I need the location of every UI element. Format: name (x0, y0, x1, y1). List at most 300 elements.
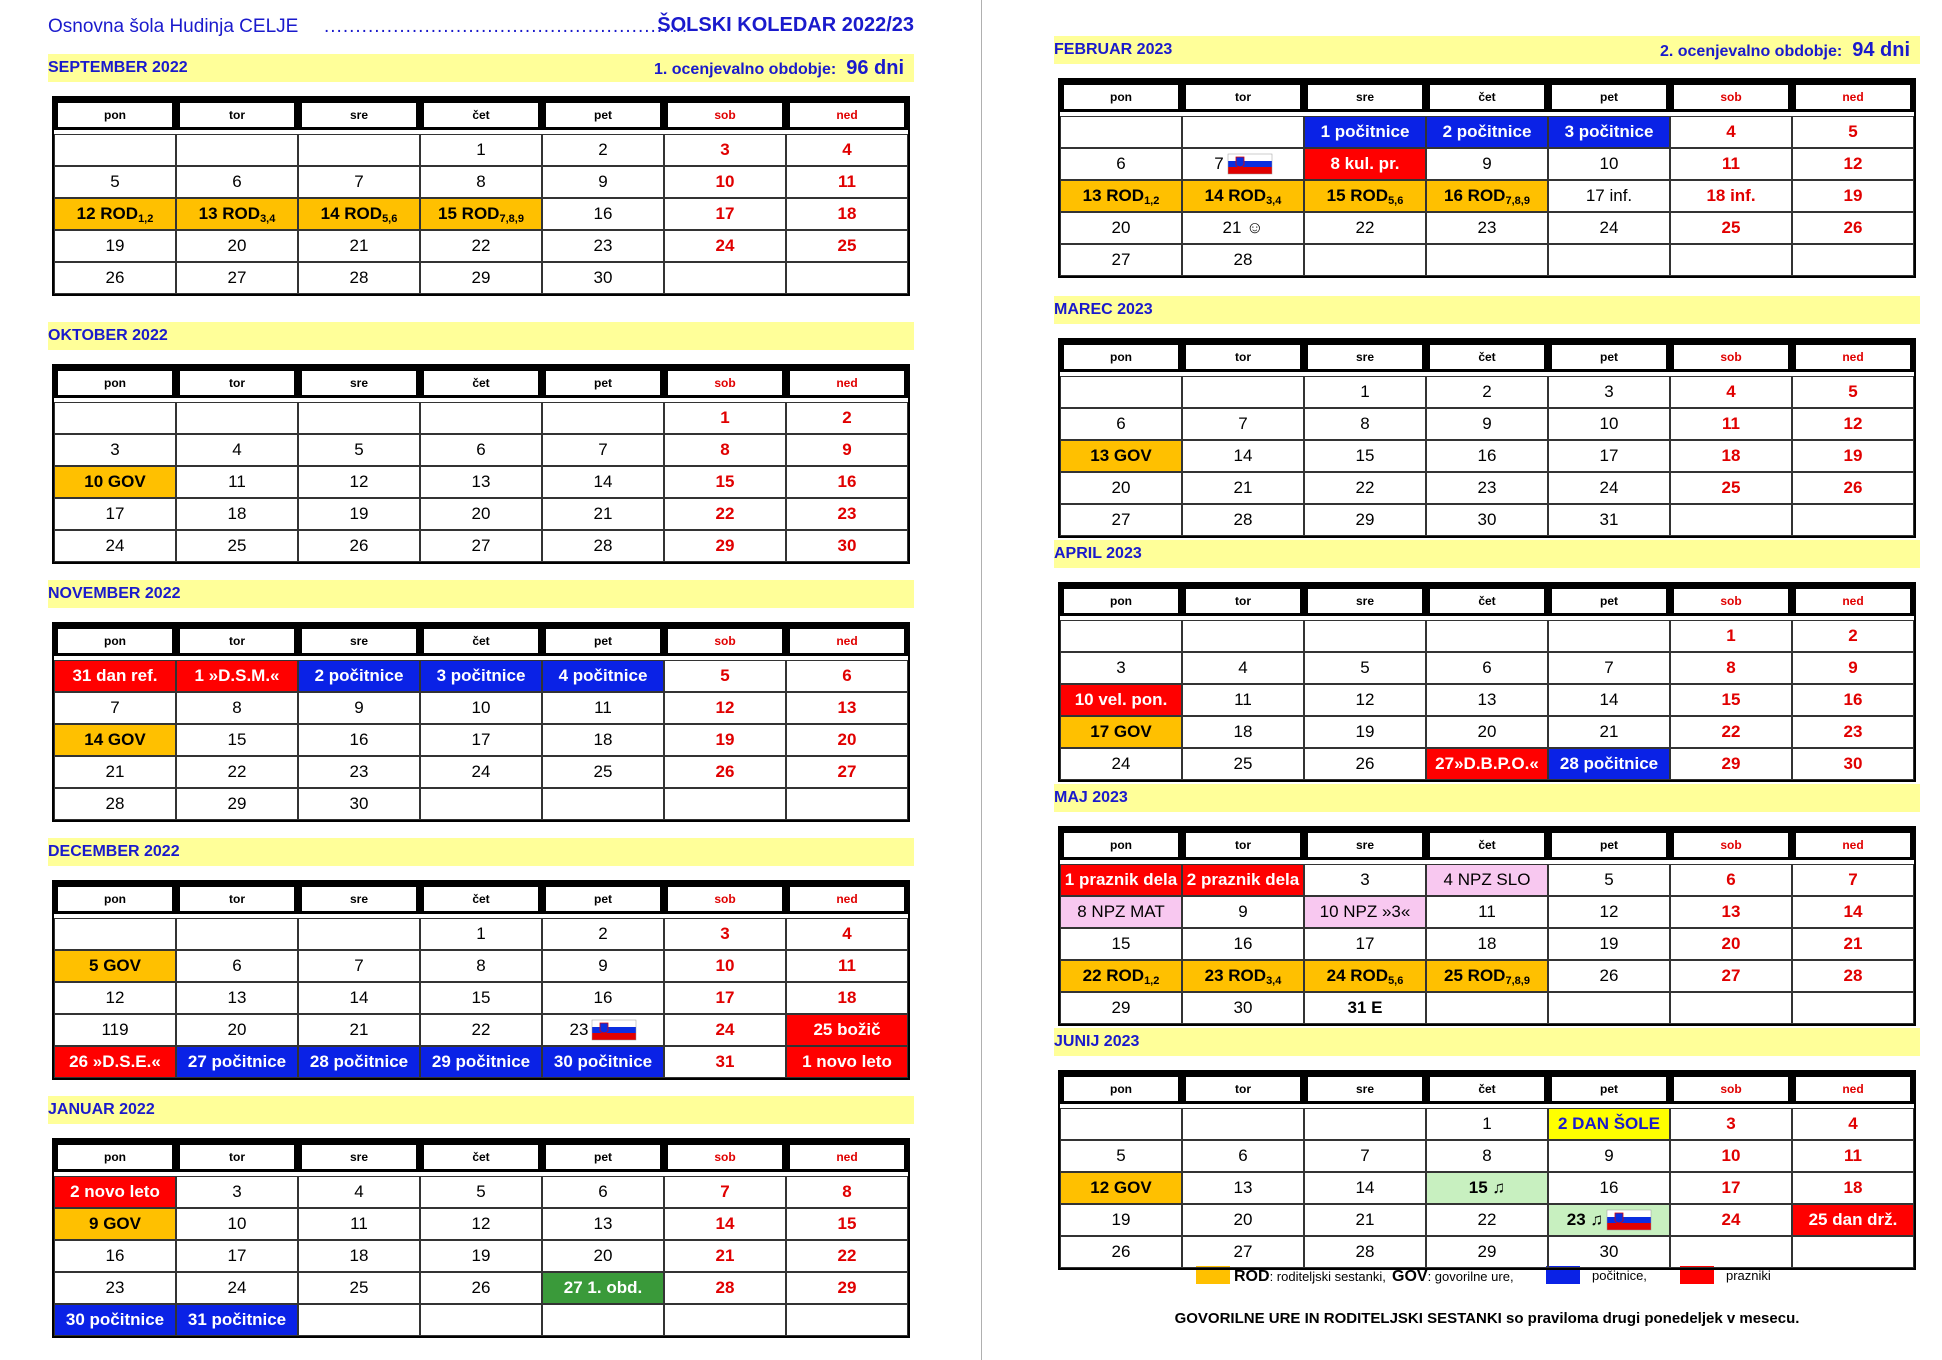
day-cell (1670, 408, 1792, 440)
day-label: 9 (1238, 902, 1248, 921)
day-cell (420, 724, 542, 756)
day-cell (176, 402, 298, 434)
day-label: 1 novo leto (802, 1052, 892, 1071)
day-cell (1304, 864, 1426, 896)
day-label: 11 (1844, 1146, 1862, 1165)
day-cell (420, 402, 542, 434)
day-label: 25 (349, 1278, 369, 1297)
day-cell (1304, 212, 1426, 244)
grade-subscript: 5,6 (382, 212, 398, 225)
day-cell (664, 756, 786, 788)
day-cell (1792, 1172, 1914, 1204)
day-cell (1792, 748, 1914, 780)
day-cell (664, 1304, 786, 1336)
weekday-header: čet (420, 98, 542, 130)
weekday-header: čet (1426, 828, 1548, 860)
day-label: 26 (471, 1278, 491, 1297)
day-cell (1426, 212, 1548, 244)
day-cell (176, 466, 298, 498)
day-cell (176, 166, 298, 198)
day-cell (176, 950, 298, 982)
day-label: 7 (354, 956, 364, 975)
day-cell (1670, 620, 1792, 652)
day-label: 28 počitnice (1559, 754, 1659, 773)
weekday-header: čet (1426, 1072, 1548, 1104)
day-label: 24 (1111, 754, 1131, 773)
day-cell (420, 1304, 542, 1336)
day-cell (542, 660, 664, 692)
day-label: 18 (1721, 446, 1741, 465)
weekday-header: sob (1670, 828, 1792, 860)
day-label: 18 (1477, 934, 1497, 953)
day-label: 25 ROD (1444, 965, 1506, 985)
day-label: 10 (227, 1214, 247, 1233)
day-cell (542, 724, 664, 756)
day-cell (1426, 1236, 1548, 1268)
day-label: 15 (1111, 934, 1131, 953)
day-cell (1548, 620, 1670, 652)
legend-pocitnice: počitnice, (1592, 1268, 1647, 1283)
day-label: 17 (715, 204, 735, 223)
day-cell (1060, 1108, 1182, 1140)
day-label: 2 (1482, 382, 1492, 401)
day-cell (420, 982, 542, 1014)
day-cell (298, 1046, 420, 1078)
day-cell (1426, 620, 1548, 652)
day-cell (1670, 244, 1792, 276)
day-cell (176, 756, 298, 788)
day-label: 5 (110, 172, 120, 191)
day-label: 19 (105, 236, 125, 255)
day-cell (1548, 716, 1670, 748)
day-label: 2 (598, 140, 608, 159)
day-cell (1060, 748, 1182, 780)
day-cell (1548, 1140, 1670, 1172)
day-label: 21 (1233, 478, 1253, 497)
weekday-header: sre (1304, 80, 1426, 112)
day-label: 23 (569, 1019, 589, 1039)
day-cell (1548, 472, 1670, 504)
day-cell (1060, 1172, 1182, 1204)
day-cell (1426, 1204, 1548, 1236)
month-september-2022 (48, 54, 914, 296)
week-row (1060, 472, 1914, 504)
week-row (54, 692, 908, 724)
day-label: 25 (837, 236, 857, 255)
week-row (54, 982, 908, 1014)
calendar-table (52, 622, 910, 822)
day-cell (1182, 992, 1304, 1024)
day-cell (298, 230, 420, 262)
weekday-header: pet (542, 1140, 664, 1172)
weekday-header: sob (664, 366, 786, 398)
weekday-header: pet (1548, 80, 1670, 112)
day-cell (786, 230, 908, 262)
day-label: 18 (227, 504, 247, 523)
calendar-table (1058, 826, 1916, 1026)
day-cell (1426, 244, 1548, 276)
day-label: 10 (471, 698, 491, 717)
day-cell (176, 788, 298, 820)
day-label: 26 (1355, 754, 1375, 773)
day-cell (786, 530, 908, 562)
weekday-header: sob (1670, 584, 1792, 616)
day-label: 11 (594, 698, 612, 717)
week-row (54, 1014, 908, 1046)
day-label: 12 (471, 1214, 491, 1233)
day-label: 8 (232, 698, 242, 717)
day-label: 17 (715, 988, 735, 1007)
day-cell (1304, 928, 1426, 960)
day-cell (1670, 376, 1792, 408)
day-cell (1792, 504, 1914, 536)
day-cell (786, 724, 908, 756)
day-cell (786, 1014, 908, 1046)
day-label: 5 (1116, 1146, 1126, 1165)
grade-subscript: 1,2 (138, 212, 154, 225)
weekday-header: pon (54, 1140, 176, 1172)
day-cell (664, 262, 786, 294)
day-cell (1548, 928, 1670, 960)
grade-subscript: 7,8,9 (499, 212, 524, 225)
day-cell (1060, 652, 1182, 684)
day-cell (54, 1272, 176, 1304)
weekday-header: ned (786, 624, 908, 656)
week-row (1060, 1236, 1914, 1268)
day-cell (1670, 864, 1792, 896)
day-label: 19 (1843, 446, 1863, 465)
day-cell (786, 498, 908, 530)
day-cell (1670, 896, 1792, 928)
day-cell (542, 402, 664, 434)
day-label: 3 (720, 140, 730, 159)
month-name: DECEMBER 2022 (48, 843, 180, 860)
day-label: 11 (350, 1214, 368, 1233)
day-label: 5 GOV (89, 956, 141, 975)
day-cell (1060, 148, 1182, 180)
day-label: 26 (715, 762, 735, 781)
day-cell (420, 198, 542, 230)
day-label: 23 (593, 236, 613, 255)
day-cell (1304, 960, 1426, 992)
day-label: 16 (593, 988, 613, 1007)
day-label: 23 ROD (1204, 965, 1267, 985)
day-label: 26 »D.S.E.« (69, 1052, 161, 1071)
day-cell (54, 660, 176, 692)
day-cell (298, 466, 420, 498)
day-label: 16 (1477, 446, 1497, 465)
day-cell (298, 660, 420, 692)
day-label: 13 ROD (198, 203, 261, 223)
grade-subscript: 5,6 (1388, 974, 1404, 987)
day-label: 26 (349, 536, 369, 555)
day-cell (298, 1272, 420, 1304)
day-label: 1 počitnice (1320, 122, 1410, 141)
day-cell (1548, 1204, 1670, 1236)
day-cell (420, 756, 542, 788)
calendar-table (52, 96, 910, 296)
day-cell (1792, 1140, 1914, 1172)
day-cell (420, 660, 542, 692)
day-cell (542, 498, 664, 530)
day-cell (1182, 376, 1304, 408)
day-label: 15 (227, 730, 247, 749)
day-cell (176, 230, 298, 262)
calendar-table (52, 1138, 910, 1338)
day-label: 18 (593, 730, 613, 749)
week-row (54, 530, 908, 562)
grading-period (1660, 36, 1910, 66)
week-row (54, 1046, 908, 1078)
month-name: OKTOBER 2022 (48, 327, 168, 344)
month-januar-2022 (48, 1096, 914, 1338)
day-cell (1792, 684, 1914, 716)
day-label: 17 (1355, 934, 1375, 953)
day-cell (1548, 148, 1670, 180)
document-title: ŠOLSKI KOLEDAR 2022/23 (657, 14, 914, 36)
calendar-table (1058, 582, 1916, 782)
week-row (1060, 408, 1914, 440)
day-cell (1548, 864, 1670, 896)
day-cell (664, 434, 786, 466)
day-cell (420, 1208, 542, 1240)
day-cell (1060, 180, 1182, 212)
day-label: 8 NPZ MAT (1077, 902, 1165, 921)
day-label: 21 (349, 1020, 369, 1039)
day-label: 31 (1599, 510, 1619, 529)
day-cell (542, 1304, 664, 1336)
day-label: 6 (1116, 154, 1126, 173)
day-cell (420, 692, 542, 724)
day-cell (176, 1208, 298, 1240)
day-cell (1182, 1172, 1304, 1204)
day-label: 119 (101, 1020, 129, 1039)
day-cell (1304, 896, 1426, 928)
day-label: 29 (837, 1278, 857, 1297)
slovenian-flag-icon (1607, 1210, 1651, 1230)
day-label: 23 ♫ (1566, 1209, 1604, 1229)
day-label: 13 (1233, 1178, 1253, 1197)
grade-subscript: 7,8,9 (1505, 974, 1530, 987)
month-maj-2023 (1054, 784, 1920, 1026)
day-cell (1304, 1204, 1426, 1236)
grade-subscript: 1,2 (1144, 974, 1160, 987)
week-row (54, 1240, 908, 1272)
day-label: 10 (715, 172, 735, 191)
day-cell (420, 1272, 542, 1304)
day-label: 14 (1599, 690, 1619, 709)
day-cell (420, 530, 542, 562)
day-cell (298, 1176, 420, 1208)
weekday-header: čet (420, 1140, 542, 1172)
day-cell (1060, 1140, 1182, 1172)
day-cell (420, 262, 542, 294)
day-cell (1426, 652, 1548, 684)
day-cell (298, 134, 420, 166)
day-label: 19 (349, 504, 369, 523)
day-cell (786, 198, 908, 230)
day-label: 30 počitnice (553, 1052, 653, 1071)
day-label: 5 (1848, 122, 1858, 141)
day-label: 3 (1726, 1114, 1736, 1133)
month-december-2022 (48, 838, 914, 1080)
day-cell (54, 950, 176, 982)
weekday-header: sre (1304, 828, 1426, 860)
page-divider (981, 0, 982, 1360)
day-label: 11 (838, 956, 856, 975)
day-cell (786, 1208, 908, 1240)
day-label: 16 (1233, 934, 1253, 953)
day-cell (1792, 928, 1914, 960)
day-cell (54, 756, 176, 788)
day-label: 12 GOV (1090, 1178, 1152, 1197)
day-cell (1548, 896, 1670, 928)
week-row (1060, 116, 1914, 148)
day-cell (1426, 472, 1548, 504)
week-row (54, 1304, 908, 1336)
day-label: 2 praznik dela (1186, 870, 1300, 889)
day-cell (54, 788, 176, 820)
day-cell (786, 660, 908, 692)
day-label: 3 (1360, 870, 1370, 889)
day-cell (298, 950, 420, 982)
day-label: 20 (1721, 934, 1741, 953)
day-cell (1792, 244, 1914, 276)
weekday-header: tor (176, 882, 298, 914)
day-label: 12 (105, 988, 125, 1007)
month-header (1054, 1028, 1920, 1056)
day-cell (1304, 472, 1426, 504)
day-label: 21 (349, 236, 369, 255)
day-cell (664, 1046, 786, 1078)
day-cell (54, 1240, 176, 1272)
day-cell (1548, 1172, 1670, 1204)
week-row (54, 230, 908, 262)
weekday-header: čet (420, 882, 542, 914)
month-april-2023 (1054, 540, 1920, 782)
day-label: 1 (1726, 626, 1736, 645)
day-label: 25 (1233, 754, 1253, 773)
day-cell (542, 756, 664, 788)
day-cell (1548, 748, 1670, 780)
day-label: 22 (1355, 218, 1375, 237)
weekday-header: ned (786, 882, 908, 914)
day-label: 20 (1477, 722, 1497, 741)
week-row (1060, 1108, 1914, 1140)
weekday-header: tor (176, 624, 298, 656)
day-label: 2 počitnice (1442, 122, 1532, 141)
day-label: 2 DAN ŠOLE (1557, 1114, 1661, 1133)
day-cell (298, 530, 420, 562)
day-label: 11 (1722, 414, 1740, 433)
grade-subscript: 7,8,9 (1505, 194, 1530, 207)
day-cell (1670, 716, 1792, 748)
day-label: 27 1. obd. (563, 1278, 643, 1297)
day-label: 9 (842, 440, 852, 459)
month-header (48, 322, 914, 350)
day-label: 2 novo leto (70, 1182, 160, 1201)
day-cell (1304, 652, 1426, 684)
day-label: 2 počitnice (314, 666, 404, 685)
weekday-header: pet (1548, 828, 1670, 860)
day-label: 28 (1355, 1242, 1375, 1261)
day-cell (298, 402, 420, 434)
day-label: 15 (471, 988, 491, 1007)
day-label: 17 (1599, 446, 1619, 465)
month-header (48, 1096, 914, 1124)
day-cell (298, 1208, 420, 1240)
legend-prazniki: prazniki (1726, 1268, 1771, 1283)
weekday-header: sob (664, 98, 786, 130)
day-cell (1792, 212, 1914, 244)
day-cell (298, 918, 420, 950)
day-cell (176, 134, 298, 166)
day-cell (1304, 1236, 1426, 1268)
day-cell (1182, 116, 1304, 148)
day-label: 1 (476, 924, 486, 943)
day-cell (664, 724, 786, 756)
day-label: 27 (1233, 1242, 1253, 1261)
day-label: 14 GOV (84, 730, 146, 749)
day-cell (1426, 684, 1548, 716)
day-label: 12 (1843, 154, 1863, 173)
day-label: 13 (227, 988, 247, 1007)
day-label: 16 ROD (1444, 185, 1506, 205)
day-label: 8 kul. pr. (1330, 154, 1400, 173)
day-label: 3 (1116, 658, 1126, 677)
month-header (48, 580, 914, 608)
day-label: 4 (1238, 658, 1248, 677)
day-cell (1426, 716, 1548, 748)
day-cell (1182, 244, 1304, 276)
week-row (54, 950, 908, 982)
weekday-header: sre (298, 624, 420, 656)
day-cell (1548, 376, 1670, 408)
day-cell (176, 692, 298, 724)
day-label: 13 ROD (1082, 185, 1145, 205)
day-cell (542, 434, 664, 466)
weekday-header: ned (1792, 584, 1914, 616)
day-cell (54, 198, 176, 230)
weekday-header: čet (420, 366, 542, 398)
day-label: 1 (1360, 382, 1370, 401)
day-cell (664, 660, 786, 692)
day-label: 7 (1604, 658, 1614, 677)
day-label: 20 (1233, 1210, 1253, 1229)
day-label: 29 (227, 794, 247, 813)
weekday-header: ned (786, 98, 908, 130)
day-cell (1182, 896, 1304, 928)
day-label: 29 (1355, 510, 1375, 529)
day-label: 9 (1482, 154, 1492, 173)
day-label: 20 (593, 1246, 613, 1265)
day-cell (176, 724, 298, 756)
day-label: 7 (1214, 153, 1224, 173)
week-row (54, 434, 908, 466)
day-cell (542, 134, 664, 166)
weekday-header: sre (1304, 1072, 1426, 1104)
day-label: 4 (842, 924, 852, 943)
day-label: 22 (1355, 478, 1375, 497)
day-label: 29 počitnice (431, 1052, 531, 1071)
day-cell (1548, 116, 1670, 148)
day-cell (1060, 116, 1182, 148)
day-cell (1792, 652, 1914, 684)
month-name: MAJ 2023 (1054, 789, 1128, 806)
day-label: 18 (837, 988, 857, 1007)
day-cell (298, 1240, 420, 1272)
weekday-header: pet (1548, 1072, 1670, 1104)
